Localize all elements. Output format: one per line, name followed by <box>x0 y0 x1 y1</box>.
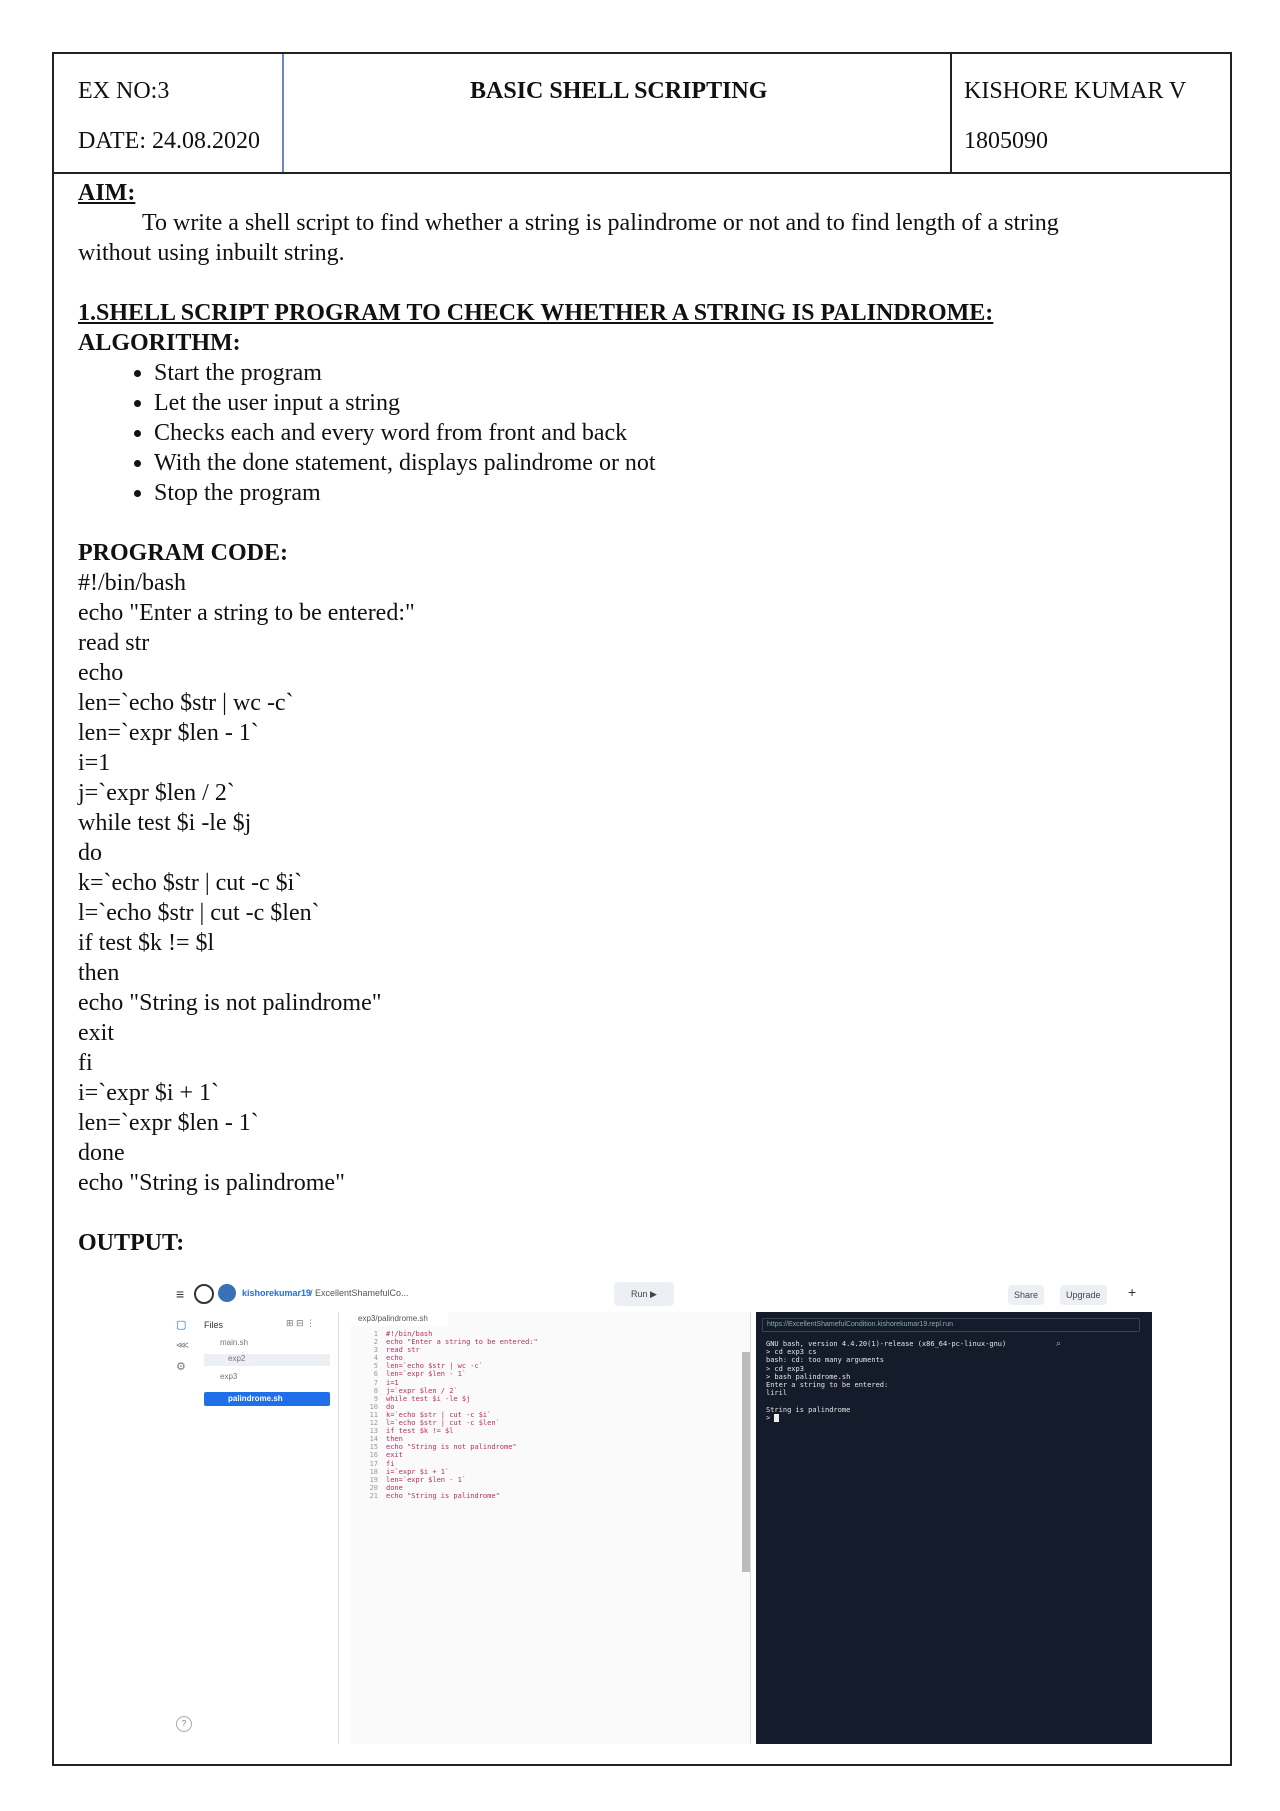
terminal-line: > cd exp3 cs <box>766 1348 817 1357</box>
code-line: read str <box>78 630 150 656</box>
editor-line-text: do <box>386 1402 395 1411</box>
run-button[interactable]: Run ▶ <box>614 1282 674 1306</box>
line-number: 18 <box>369 1467 378 1476</box>
aim-line-2: without using inbuilt string. <box>78 240 345 266</box>
code-line: len=`expr $len - 1` <box>78 720 259 746</box>
date: DATE: 24.08.2020 <box>78 128 260 154</box>
terminal-line: > bash palindrome.sh <box>766 1372 851 1381</box>
editor-line-text: echo "String is palindrome" <box>386 1491 500 1500</box>
code-line: echo "String is palindrome" <box>78 1170 345 1196</box>
code-line: i=`expr $i + 1` <box>78 1080 220 1106</box>
editor-line-text: #!/bin/bash <box>386 1330 433 1338</box>
terminal-line: > <box>766 1414 1006 1422</box>
code-line: len=`expr $len - 1` <box>78 1110 259 1136</box>
editor-tab[interactable]: exp3/palindrome.sh <box>350 1312 448 1326</box>
share-button[interactable]: Share <box>1008 1285 1044 1305</box>
algorithm-step: • With the done statement, displays palindrome or not <box>154 448 1210 478</box>
editor-line-text: fi <box>386 1459 395 1468</box>
editor-line <box>350 1362 538 1370</box>
line-number: 3 <box>373 1346 378 1355</box>
editor-line <box>350 1338 538 1346</box>
line-number: 1 <box>373 1330 378 1338</box>
code-line: j=`expr $len / 2` <box>78 780 235 806</box>
editor-line-text: j=`expr $len / 2` <box>386 1386 458 1395</box>
code-line: done <box>78 1140 125 1166</box>
line-number: 5 <box>373 1362 378 1371</box>
files-label: Files <box>204 1320 224 1330</box>
editor-line <box>350 1330 538 1338</box>
editor-line <box>350 1379 538 1387</box>
line-number: 17 <box>369 1459 378 1468</box>
output-screenshot <box>168 1278 1152 1744</box>
editor-line-text: i=1 <box>386 1378 399 1387</box>
editor-line <box>350 1476 538 1484</box>
aim-heading: AIM: <box>78 180 136 206</box>
document-frame <box>52 52 1232 1766</box>
line-number: 7 <box>373 1378 378 1387</box>
line-number: 21 <box>369 1491 378 1500</box>
editor-line-text: l=`echo $str | cut -c $len` <box>386 1419 500 1428</box>
editor-line-text: echo <box>386 1354 403 1363</box>
terminal-line: bash: cd: too many arguments <box>766 1356 885 1365</box>
line-number: 6 <box>373 1370 378 1379</box>
code-line: echo "Enter a string to be entered:" <box>78 600 415 626</box>
editor-line <box>350 1484 538 1492</box>
editor-line-text: k=`echo $str | cut -c $i` <box>386 1410 492 1419</box>
algorithm-heading: ALGORITHM: <box>78 330 241 356</box>
document-body <box>78 178 1210 1258</box>
avatar[interactable] <box>218 1284 236 1302</box>
code-line: i=1 <box>78 750 111 776</box>
repl-name[interactable]: / ExcellentShamefulCo... <box>310 1288 409 1298</box>
algorithm-steps <box>78 358 1210 508</box>
file-icon[interactable]: ▢ <box>176 1319 187 1331</box>
editor-line <box>350 1354 538 1362</box>
help-icon[interactable]: ? <box>176 1716 192 1732</box>
editor-line-text: while test $i -le $j <box>386 1394 471 1403</box>
editor-line-text: then <box>386 1435 403 1444</box>
menu-icon[interactable]: ≡ <box>176 1286 185 1302</box>
editor-line-text: len=`echo $str | wc -c` <box>386 1362 483 1371</box>
terminal-line: Enter a string to be entered: <box>766 1381 889 1390</box>
editor-line-text: echo "Enter a string to be entered:" <box>386 1338 538 1347</box>
editor-line <box>350 1427 538 1435</box>
code-line: exit <box>78 1020 114 1046</box>
algorithm-step: • Checks each and every word from front and back <box>154 418 1210 448</box>
page-title: BASIC SHELL SCRIPTING <box>470 78 768 104</box>
algorithm-step: • Stop the program <box>154 478 1210 508</box>
editor-line <box>350 1395 538 1403</box>
line-number: 15 <box>369 1443 378 1452</box>
upgrade-button[interactable]: Upgrade <box>1060 1285 1107 1305</box>
line-number: 12 <box>369 1419 378 1428</box>
program-code <box>78 568 1210 1198</box>
line-number: 20 <box>369 1483 378 1492</box>
aim-line-1: To write a shell script to find whether a string is palindrome or not and to find length of a string <box>142 210 1059 236</box>
header-table <box>54 54 1230 174</box>
editor-line <box>350 1411 538 1419</box>
terminal-output <box>766 1340 1006 1422</box>
editor-scrollbar[interactable] <box>742 1352 750 1572</box>
editor-line <box>350 1403 538 1411</box>
code-line: if test $k != $l <box>78 930 215 956</box>
line-number: 9 <box>373 1394 378 1403</box>
repl-url[interactable]: https://ExcellentShamefulCondition.kishorekumar19.repl.run <box>762 1318 1140 1332</box>
code-line: fi <box>78 1050 93 1076</box>
share-icon[interactable]: ⋘ <box>176 1340 189 1350</box>
editor-line <box>350 1370 538 1378</box>
files-sidebar <box>168 1312 339 1744</box>
line-number: 11 <box>369 1410 378 1419</box>
replit-logo-icon <box>194 1284 214 1304</box>
editor-line-text: len=`expr $len - 1` <box>386 1370 467 1379</box>
terminal-line: liril <box>766 1389 788 1398</box>
file-item-main[interactable]: main.sh <box>220 1338 249 1347</box>
line-number: 13 <box>369 1427 378 1436</box>
author-name: KISHORE KUMAR V <box>964 78 1187 104</box>
editor-line <box>350 1443 538 1451</box>
code-line: #!/bin/bash <box>78 570 186 596</box>
algorithm-step: • Let the user input a string <box>154 388 1210 418</box>
search-icon[interactable]: ⌕ <box>1056 1338 1062 1348</box>
file-item-palindrome[interactable]: palindrome.sh <box>204 1392 330 1406</box>
code-line: len=`echo $str | wc -c` <box>78 690 294 716</box>
terminal-line: String is palindrome <box>766 1405 851 1414</box>
console-panel[interactable] <box>756 1312 1152 1744</box>
editor-line <box>350 1492 538 1500</box>
editor-line-text: exit <box>386 1451 403 1460</box>
editor-line <box>350 1387 538 1395</box>
code-line: k=`echo $str | cut -c $i` <box>78 870 303 896</box>
editor-line-text: len=`expr $len - 1` <box>386 1475 467 1484</box>
editor-line-text: echo "String is not palindrome" <box>386 1443 517 1452</box>
editor-line <box>350 1346 538 1354</box>
output-heading: OUTPUT: <box>78 1230 185 1256</box>
editor-code <box>350 1330 538 1500</box>
code-heading: PROGRAM CODE: <box>78 540 288 566</box>
editor-line <box>350 1468 538 1476</box>
code-line: echo "String is not palindrome" <box>78 990 382 1016</box>
code-line: while test $i -le $j <box>78 810 252 836</box>
code-editor[interactable] <box>350 1312 751 1744</box>
username[interactable]: kishorekumar19 <box>242 1288 312 1298</box>
line-number: 16 <box>369 1451 378 1460</box>
code-line: then <box>78 960 120 986</box>
line-number: 2 <box>373 1338 378 1347</box>
terminal-line: GNU bash, version 4.4.20(1)-release (x86_64-pc-linux-gnu) <box>766 1340 1007 1348</box>
editor-line <box>350 1460 538 1468</box>
editor-line-text: read str <box>386 1346 420 1355</box>
new-file-icon[interactable]: ⊞ ⊟ ⋮ <box>286 1318 316 1328</box>
code-line: do <box>78 840 102 866</box>
section-heading: 1.SHELL SCRIPT PROGRAM TO CHECK WHETHER A STRING IS PALINDROME: <box>78 300 994 326</box>
code-line: l=`echo $str | cut -c $len` <box>78 900 320 926</box>
replit-topbar <box>168 1278 1152 1312</box>
editor-line-text: i=`expr $i + 1` <box>386 1467 450 1476</box>
line-number: 10 <box>369 1402 378 1411</box>
terminal-line <box>766 1397 1006 1405</box>
editor-line-text: if test $k != $l <box>386 1427 454 1436</box>
ex-no: EX NO:3 <box>78 78 170 104</box>
line-number: 19 <box>369 1475 378 1484</box>
editor-line <box>350 1419 538 1427</box>
editor-line <box>350 1435 538 1443</box>
algorithm-step: • Start the program <box>154 358 1210 388</box>
line-number: 4 <box>373 1354 378 1363</box>
folder-item-exp3[interactable]: exp3 <box>220 1372 238 1381</box>
roll-number: 1805090 <box>964 128 1048 154</box>
folder-item-exp2[interactable]: exp2 <box>204 1354 330 1366</box>
terminal-cursor <box>774 1414 779 1422</box>
line-number: 14 <box>369 1435 378 1444</box>
gear-icon[interactable]: ⚙ <box>176 1361 186 1373</box>
line-number: 8 <box>373 1386 378 1395</box>
code-line: echo <box>78 660 124 686</box>
plus-icon[interactable]: + <box>1128 1284 1137 1300</box>
editor-line-text: done <box>386 1483 403 1492</box>
terminal-line: > cd exp3 <box>766 1364 804 1373</box>
editor-line <box>350 1451 538 1459</box>
